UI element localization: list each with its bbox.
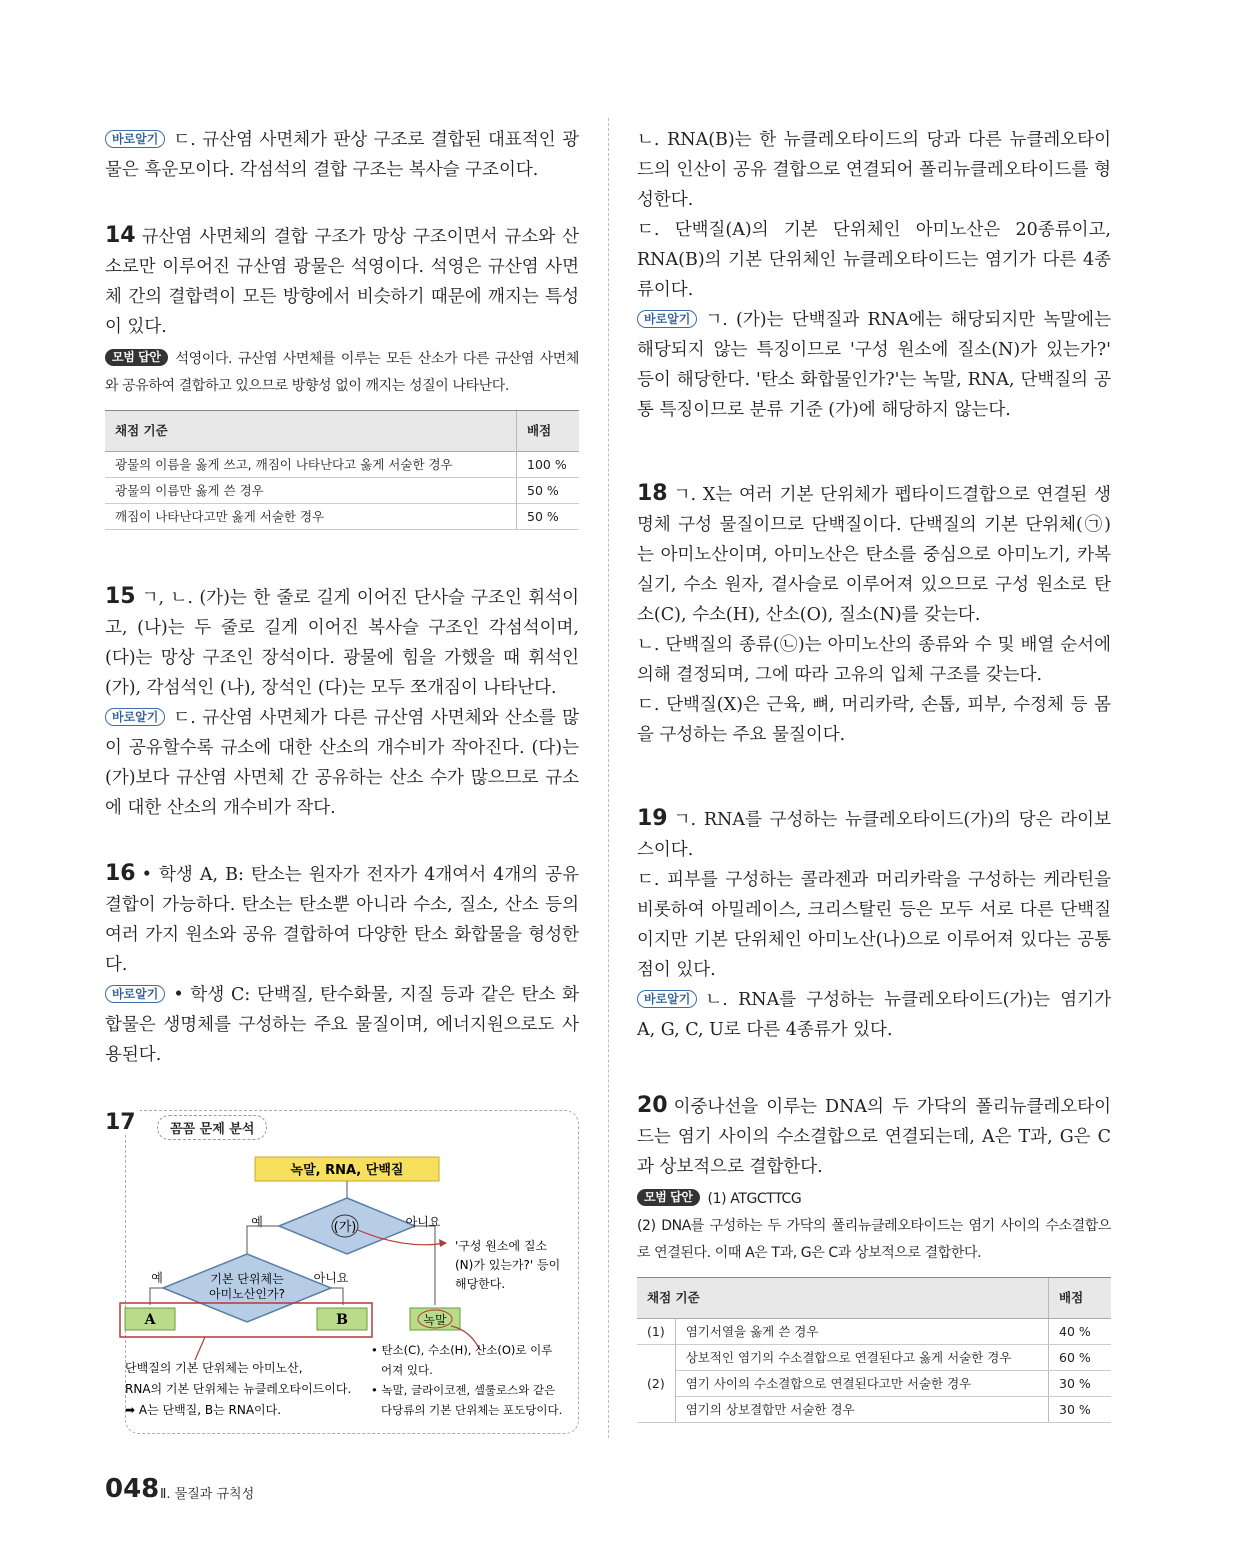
- ga-label: (가): [333, 1220, 357, 1235]
- q17-b: ㄴ. RNA(B)는 한 뉴클레오타이드의 당과 다른 뉴클레오타이드의 인산이 공유 결합으로 연결되어 폴리뉴클레오타이드를 형성한다.: [637, 130, 1111, 210]
- column-divider: [608, 118, 609, 1438]
- q14: 14 규산염 사면체의 결합 구조가 망상 구조이면서 규소와 산소로만 이루어진 규산염 광물은 석영이다. 석영은 규산염 사면체 간의 결합력이 모든 방향에서 비슷하기 때문에 깨지는 특성이 있다.: [105, 223, 579, 337]
- table-row: 염기의 상보결합만 서술한 경우 30 %: [637, 1397, 1111, 1423]
- note-right-1: • 탄소(C), 수소(H), 산소(O)로 이루: [371, 1343, 553, 1357]
- q15: 15 ㄱ, ㄴ. (가)는 한 줄로 길게 이어진 단사슬 구조인 휘석이고, (나)는 두 줄로 길게 이어진 복사슬 구조인 각섬석이며, (다)는 망상 구조인 장석이다. 광물에 힘을 가했을 때 휘석인 (가), 각섬석인 (나), 장석인 (다)는 모두 쪼개짐이 나타난다.: [105, 584, 579, 698]
- note-left-2: RNA의 기본 단위체는 뉴클레오타이드이다.: [125, 1382, 352, 1396]
- table-row: 광물의 이름만 옳게 쓴 경우 50 %: [105, 478, 579, 504]
- q20-number: 20: [637, 1093, 668, 1118]
- question-line1: 기본 단위체는: [210, 1272, 284, 1286]
- result-b-label: B: [336, 1312, 348, 1328]
- yes-label: 예: [251, 1215, 263, 1229]
- q19-a: 19 ㄱ. RNA를 구성하는 뉴클레오타이드(가)의 당은 라이보스이다.: [637, 806, 1111, 860]
- q16-check: 바로알기 • 학생 C: 단백질, 탄수화물, 지질 등과 같은 탄소 화합물은 생명체를 구성하는 주요 물질이며, 에너지원으로도 사용된다.: [105, 985, 579, 1065]
- model-badge: 모범 답안: [637, 1189, 700, 1206]
- check-badge: 바로알기: [105, 985, 165, 1003]
- result-starch-label: 녹말: [423, 1313, 447, 1327]
- yes-label-2: 예: [151, 1271, 163, 1285]
- q20-model-answer-1: 모범 답안 (1) ATGCTTCG: [637, 1186, 1111, 1213]
- table-row: 깨짐이 나타난다고만 옳게 서술한 경우 50 %: [105, 504, 579, 530]
- section-title: Ⅱ. 물질과 규칙성: [160, 1487, 255, 1502]
- note-left-3: ➡ A는 단백질, B는 RNA이다.: [125, 1403, 282, 1417]
- table-row: 염기 사이의 수소결합으로 연결된다고만 서술한 경우 30 %: [637, 1371, 1111, 1397]
- q20-score-table: [637, 1277, 1111, 1423]
- q14-number: 14: [105, 223, 136, 248]
- top-box-label: 녹말, RNA, 단백질: [290, 1163, 404, 1178]
- score-header-criteria: 채점 기준: [105, 411, 517, 452]
- q17-analysis: [105, 1110, 579, 1435]
- analysis-tag: 꼼꼼 문제 분석: [157, 1115, 267, 1140]
- score-header-points: 배점: [517, 411, 580, 452]
- q13-check: 바로알기 ㄷ. 규산염 사면체가 판상 구조로 결합된 대표적인 광물은 흑운모이다. 각섬석의 결합 구조는 복사슬 구조이다.: [105, 130, 579, 180]
- q18-c: ㄷ. 단백질(X)은 근육, 뼈, 머리카락, 손톱, 피부, 수정체 등 몸을 구성하는 주요 물질이다.: [637, 695, 1111, 745]
- check-badge: 바로알기: [105, 708, 165, 726]
- q19-check: 바로알기 ㄴ. RNA를 구성하는 뉴클레오타이드(가)는 염기가 A, G, C, U로 다른 4종류가 있다.: [637, 990, 1111, 1040]
- question-line2: 아미노산인가?: [209, 1287, 285, 1301]
- q20: 20 이중나선을 이루는 DNA의 두 가닥의 폴리뉴클레오타이드는 염기 사이의 수소결합으로 연결되는데, A은 T과, G은 C과 상보적으로 결합한다.: [637, 1093, 1111, 1177]
- note-right-4: 다당류의 기본 단위체는 포도당이다.: [381, 1403, 563, 1417]
- no-label: 아니요: [405, 1215, 441, 1229]
- q19-c: ㄷ. 피부를 구성하는 콜라젠과 머리카락을 구성하는 케라틴을 비롯하여 아밀레이스, 크리스탈린 등은 모두 서로 다른 단백질이지만 기본 단위체인 아미노산(나)으로 이루어져 있다는 공통점이 있다.: [637, 870, 1112, 980]
- q18-b: ㄴ. 단백질의 종류(㉡)는 아미노산의 종류와 수 및 배열 순서에 의해 결정되며, 그에 따라 고유의 입체 구조를 갖는다.: [637, 635, 1111, 685]
- q18-a: 18 ㄱ. X는 여러 기본 단위체가 펩타이드결합으로 연결된 생명체 구성 물질이므로 단백질이다. 단백질의 기본 단위체(㉠)는 아미노산이며, 아미노산은 탄소를 중심으로 아미노기, 카복실기, 수소 원자, 곁사슬로 이루어져 있으므로 구성 원소로 탄소(C), 수소(H), 산소(O), 질소(N)를 갖는다.: [637, 481, 1111, 625]
- note-top-2: (N)가 있는가?' 등이: [455, 1258, 561, 1272]
- q17-c: ㄷ. 단백질(A)의 기본 단위체인 아미노산은 20종류이고, RNA(B)의 기본 단위체인 뉴클레오타이드는 염기가 다른 4종류이다.: [637, 220, 1111, 300]
- q17-check: 바로알기 ㄱ. (가)는 단백질과 RNA에는 해당되지만 녹말에는 해당되지 않는 특징이므로 '구성 원소에 질소(N)가 있는가?' 등이 해당한다. '탄소 화합물인가?'는 녹말, RNA, 단백질의 공통 특징이므로 분류 기준 (가)에 해당하지 않는다.: [637, 310, 1111, 420]
- table-row: (2) 상보적인 염기의 수소결합으로 연결된다고 옳게 서술한 경우 60 %: [637, 1345, 1111, 1371]
- note-right-3: • 녹말, 글라이코젠, 셀룰로스와 같은: [371, 1383, 556, 1397]
- model-badge: 모범 답안: [105, 349, 168, 366]
- q16-number: 16: [105, 861, 136, 886]
- table-row: (1) 염기서열을 옳게 쓴 경우 40 %: [637, 1319, 1111, 1345]
- check-badge: 바로알기: [637, 990, 697, 1008]
- q18-number: 18: [637, 481, 668, 506]
- q15-number: 15: [105, 584, 136, 609]
- q14-model-answer: 모범 답안 석영이다. 규산염 사면체를 이루는 모든 산소가 다른 규산염 사면체와 공유하여 결합하고 있으므로 방향성 없이 깨지는 성질이 나타난다.: [105, 350, 579, 394]
- q20-model-answer-2: (2) DNA를 구성하는 두 가닥의 폴리뉴클레오타이드는 염기 사이의 수소결합으로 연결된다. 이때 A은 T과, G은 C과 상보적으로 결합한다.: [637, 1218, 1111, 1261]
- note-top-3: 해당한다.: [455, 1277, 506, 1291]
- table-row: 광물의 이름을 옳게 쓰고, 깨짐이 나타난다고 옳게 서술한 경우 100 %: [105, 452, 579, 478]
- q14-score-table: [105, 410, 579, 530]
- score-header-criteria: 채점 기준: [637, 1278, 1049, 1319]
- left-column: [105, 125, 579, 1070]
- check-badge: 바로알기: [105, 130, 165, 148]
- right-column: [637, 125, 1111, 1423]
- q16: 16 • 학생 A, B: 탄소는 원자가 전자가 4개여서 4개의 공유 결합이 가능하다. 탄소는 탄소뿐 아니라 수소, 질소, 산소 등의 여러 가지 원소와 공유 결합하여 다양한 탄소 화합물을 형성한다.: [105, 861, 579, 975]
- page-number: 048: [105, 1474, 160, 1504]
- note-right-2: 어져 있다.: [381, 1363, 433, 1377]
- score-header-points: 배점: [1049, 1278, 1112, 1319]
- q17-number: 17: [105, 1110, 140, 1135]
- q15-check: 바로알기 ㄷ. 규산염 사면체가 다른 규산염 사면체와 산소를 많이 공유할수록 규소에 대한 산소의 개수비가 작아진다. (다)는 (가)보다 규산염 사면체 간 공유하는 산소 수가 많으므로 규소에 대한 산소의 개수비가 작다.: [105, 708, 579, 818]
- note-top-1: '구성 원소에 질소: [455, 1239, 548, 1253]
- check-badge: 바로알기: [637, 310, 697, 328]
- note-left-1: 단백질의 기본 단위체는 아미노산,: [125, 1361, 303, 1375]
- result-a-label: A: [144, 1312, 156, 1328]
- no-label-2: 아니요: [313, 1271, 349, 1285]
- q19-number: 19: [637, 806, 668, 831]
- classification-diagram: [105, 1110, 579, 1435]
